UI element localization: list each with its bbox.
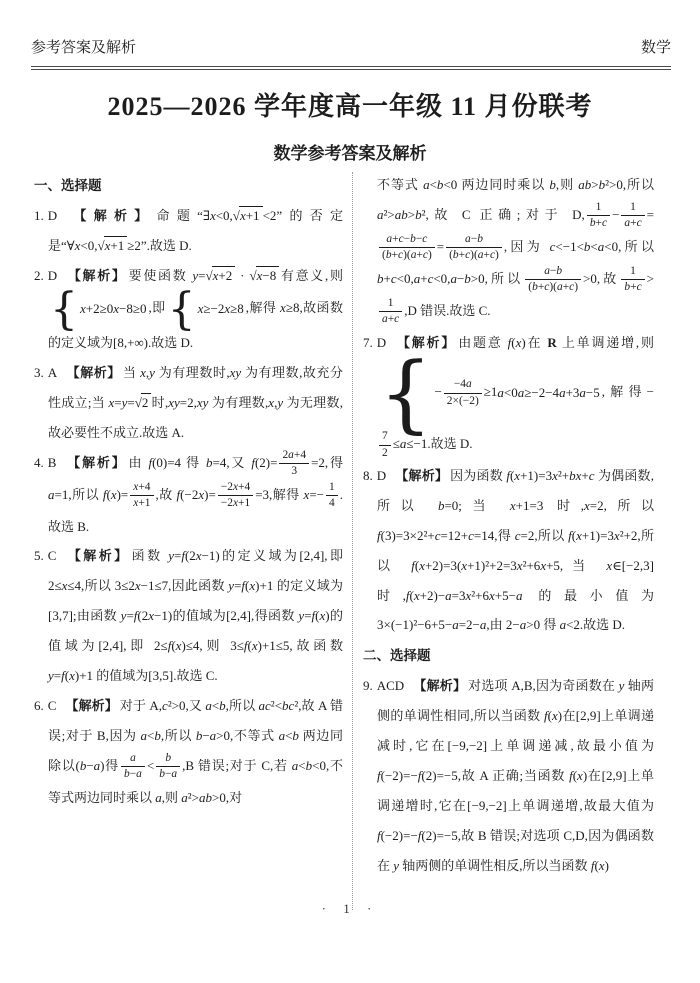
analysis-label: 【解析】	[395, 467, 449, 483]
question-number: 4.	[34, 454, 44, 470]
solution-text: 因为函数 f(x+1)=3x²+bx+c 为偶函数,所以 b=0;当 x+1=3 时,x=2,所以 f(3)=3×2²+c=12+c=14,得 c=2,所以 f(x+1)=3x²+2,所以 f(x+2)=3(x+1)²+2=3x²+6x+5,当 x∈[−2,3]时,f(x+2)−a=3x²+6x+5−a 的最小值为 3×(−1)²−6+5−a=2−a,由 2−a>0 得 a<2.故选 D.	[377, 467, 654, 633]
header-subject-label: 数学	[640, 40, 671, 56]
solution-item	[34, 541, 343, 690]
analysis-label: 【解析】	[66, 267, 127, 283]
answer-letter: D	[376, 334, 387, 350]
solution-text: 当 x,y 为有理数时,xy 为有理数,故充分性成立;当 x=y=√2 时,xy=2,xy 为有理数,x,y 为无理数,故必要性不成立.故选 A.	[48, 365, 343, 440]
solution-text: 对选项 A,B,因为奇函数在 y 轴两侧的单调性相同,所以当函数 f(x)在[2,9]上单调递减时,它在[−9,−2]上单调递减,故最小值为 f(−2)=−f(2)=−5,故 A 正确;当函数 f(x)在[2,9]上单调递增时,它在[−9,−2]上单调递增,故最大值为 f(−2)=−f(2)=−5,故 B 错误;对选项 C,D,因为偶函数在 y 轴两侧的单调性相反,所以当函数 f(x)	[377, 678, 654, 873]
exam-title: 2025—2026 学年度高一年级 11 月份联考	[107, 92, 593, 121]
answer-letter: B	[47, 454, 57, 470]
answer-letter: D	[47, 267, 58, 283]
solution-continuation	[363, 170, 654, 328]
right-column	[363, 170, 654, 910]
section-heading: 一、选择题	[34, 178, 102, 193]
analysis-label: 【解析】	[65, 697, 118, 713]
column-divider	[352, 172, 353, 910]
answers-subtitle: 数学参考答案及解析	[273, 144, 427, 163]
header-left-label: 参考答案及解析	[31, 40, 137, 56]
analysis-label: 【解析】	[66, 365, 121, 380]
analysis-label: 【解析】	[395, 334, 457, 350]
solution-item	[34, 261, 343, 358]
solution-text: 要使函数 y=√x+2 · √x−8 有意义,则 { x+2≥0 x−8≥0 ,即 { x≥−2 x≥8 ,解得 x≥8,故函数的定义域为[8,+∞).故选 D.	[48, 268, 343, 350]
question-number: 9.	[363, 678, 373, 694]
answer-letter: A	[47, 365, 58, 380]
solution-item	[34, 691, 343, 813]
solution-text: 由题意 f(x)在 R 上单调递增,则 { − $\frac{-4a}{2\times(-2)}$ ≥1 a<0 a≥−2−4a+3a−5 ,解得− $\frac{7}{2}$ ≤a≤−1.故选 D.	[377, 335, 654, 451]
solution-item	[363, 671, 654, 880]
solution-text: 不等式 a<b<0 两边同时乘以 b,则 ab>b²>0,所以 a²>ab>b²,故 C 正确;对于 D, $\frac{1}{b+c}$ − $\frac{1}{a+c}$ = $\frac{a+c-b-c}{(b+c)(a+c)}$ = $\frac{a-b}{(b+c)(a+c)}$ ,因为 c<−1<b<a<0,所以 b+c<0,a+c<0,a−b>0,所以 $\frac{a-b}{(b+c)(a+c)}$ >0,故 $\frac{1}{b+c}$ > $\frac{1}{a+c}$ ,D 错误.故选 C.	[377, 177, 654, 326]
solution-text: 函数 y=f(2x−1)的定义域为[2,4],即 2≤x≤4,所以 3≤2x−1≤7,因此函数 y=f(x)+1 的定义域为[3,7];由函数 y=f(2x−1)的值域为[2,4],得函数 y=f(x)的值域为[2,4],即 2≤f(x)≤4,则 3≤f(x)+1≤5,故函数 y=f(x)+1 的值域为[3,5].故选 C.	[48, 548, 344, 684]
solution-item	[363, 328, 654, 461]
solution-item	[34, 358, 343, 448]
answer-letter: ACD	[376, 678, 405, 694]
analysis-label: 【解析】	[413, 678, 467, 694]
question-number: 5.	[34, 548, 44, 564]
answer-letter: D	[47, 208, 58, 224]
page-header	[31, 36, 671, 70]
page-number: · 1 ·	[321, 901, 379, 916]
solution-item	[34, 448, 343, 542]
question-number: 6.	[34, 697, 44, 713]
answer-letter: D	[376, 467, 387, 483]
left-column	[34, 170, 343, 910]
analysis-label: 【解析】	[65, 454, 127, 470]
solution-item	[34, 201, 343, 261]
content-area	[34, 170, 654, 910]
question-number: 2.	[34, 267, 44, 283]
page-footer	[0, 901, 700, 917]
solution-text: 对于 A,c²>0,又 a<b,所以 ac²<bc²,故 A 错误;对于 B,因为 a<b,所以 b−a>0,不等式 a<b 两边同除以(b−a)得 $\frac{a}{b-a}$ < $\frac{b}{b-a}$ ,B 错误;对于 C,若 a<b<0,不等式两边同时乘以 a,则 a²>ab>0,对	[48, 697, 343, 805]
question-number: 7.	[363, 334, 373, 350]
analysis-label: 【解析】	[65, 548, 130, 564]
solution-text: 由 f(0)=4 得 b=4,又 f(2)= $\frac{2a+4}{3}$ =2,得 a=1,所以 f(x)= $\frac{x+4}{x+1}$ ,故 f(−2x)= $\frac{-2x+4}{-2x+1}$ =3,解得 x=− $\frac{1}{4}$ .故选 B.	[48, 448, 343, 534]
question-number: 3.	[34, 365, 44, 380]
question-number: 1.	[34, 208, 44, 224]
section-heading: 二、选择题	[363, 648, 431, 664]
solution-text: 命题“∃x<0,√x+1 <2”的否定是“∀x<0,√x+1 ≥2”.故选 D.	[48, 208, 343, 253]
analysis-label: 【解析】	[66, 208, 155, 224]
answer-letter: C	[47, 697, 57, 713]
question-number: 8.	[363, 467, 373, 483]
solution-item	[363, 461, 654, 640]
answer-letter: C	[47, 548, 57, 564]
